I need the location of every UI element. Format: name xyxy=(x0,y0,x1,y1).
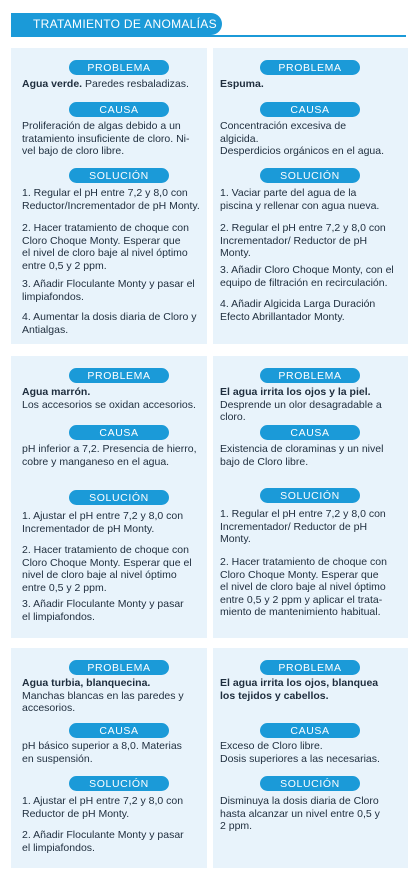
solution-step: 2. Añadir Floculante Monty y pasar el limpiafondos. xyxy=(22,829,184,854)
cause-label: CAUSA xyxy=(69,723,169,738)
problem-text xyxy=(220,677,406,702)
problem-text xyxy=(22,386,207,411)
problem-text xyxy=(220,386,406,424)
solution-step: 2. Hacer tratamiento de choque con Cloro Choque Monty. Esperar que el nivel de cloro baje al nivel óptimo entre 0,5 y 2 ppm. xyxy=(22,222,189,272)
problem-title: El agua irrita los ojos y la piel. xyxy=(220,386,371,398)
solution-label: SOLUCIÓN xyxy=(69,168,169,183)
solution-step: 1. Regular el pH entre 7,2 y 8,0 con Incrementador/ Reductor de pH Monty. xyxy=(220,508,386,546)
solution-step: 2. Hacer tratamiento de choque con Cloro Choque Monty. Esperar que el nivel de cloro baje al nivel óptimo entre 0,5 y 2 ppm y aplicar el trata- miento de mantenimiento habitual. xyxy=(220,556,387,619)
problem-title: Espuma. xyxy=(220,78,264,90)
solution-label: SOLUCIÓN xyxy=(260,776,360,791)
problem-text xyxy=(22,677,207,715)
solution-step: 4. Añadir Algicida Larga Duración Efecto Abrillantador Monty. xyxy=(220,298,376,323)
cause-text: Exceso de Cloro libre. Dosis superiores a las necesarias. xyxy=(220,740,380,765)
cause-text: Existencia de cloraminas y un nivel bajo de Cloro libre. xyxy=(220,443,384,468)
cause-text: pH básico superior a 8,0. Materias en suspensión. xyxy=(22,740,182,765)
problem-label: PROBLEMA xyxy=(260,660,360,675)
problem-text xyxy=(22,78,207,91)
problem-title: Agua marrón. xyxy=(22,386,91,398)
problem-label: PROBLEMA xyxy=(260,60,360,75)
solution-label: SOLUCIÓN xyxy=(69,490,169,505)
problem-text xyxy=(220,78,406,91)
cause-label: CAUSA xyxy=(69,102,169,117)
solution-step: 4. Aumentar la dosis diaria de Cloro y Antialgas. xyxy=(22,311,197,336)
cause-text: Concentración excesiva de algicida. Desperdicios orgánicos en el agua. xyxy=(220,120,385,158)
problem-label: PROBLEMA xyxy=(69,660,169,675)
problem-detail: Los accesorios se oxidan accesorios. xyxy=(22,398,196,411)
cause-text: Proliferación de algas debido a un tratamiento insuficiente de cloro. Ni- vel bajo de cloro libre. xyxy=(22,120,190,158)
solution-label: SOLUCIÓN xyxy=(69,776,169,791)
solution-step: 1. Vaciar parte del agua de la piscina y rellenar con agua nueva. xyxy=(220,187,380,212)
cause-label: CAUSA xyxy=(260,102,360,117)
solution-step: 3. Añadir Cloro Choque Monty, con el equipo de filtración en recirculación. xyxy=(220,264,394,289)
solution-label: SOLUCIÓN xyxy=(260,168,360,183)
problem-label: PROBLEMA xyxy=(69,60,169,75)
solution-step: 1. Ajustar el pH entre 7,2 y 8,0 con Reductor de pH Monty. xyxy=(22,795,184,820)
problem-title: Agua turbia, blanquecina. xyxy=(22,677,151,689)
solution-label: SOLUCIÓN xyxy=(260,488,360,503)
problem-detail: Desprende un olor desagradable a cloro. xyxy=(220,398,382,424)
solution-step: 3. Añadir Floculante Monty y pasar el limpiafondos. xyxy=(22,598,184,623)
cause-label: CAUSA xyxy=(260,723,360,738)
problem-title: Agua verde. xyxy=(22,78,83,90)
cause-text: pH inferior a 7,2. Presencia de hierro, cobre y manganeso en el agua. xyxy=(22,443,197,468)
cause-label: CAUSA xyxy=(69,425,169,440)
solution-step: Disminuya la dosis diaria de Cloro hasta alcanzar un nivel entre 0,5 y 2 ppm. xyxy=(220,795,380,833)
problem-title: El agua irrita los ojos, blanquea los tejidos y cabellos. xyxy=(220,677,379,702)
section-title: TRATAMIENTO DE ANOMALÍAS xyxy=(11,13,222,35)
problem-label: PROBLEMA xyxy=(69,368,169,383)
section-title-rule xyxy=(11,35,406,37)
cause-label: CAUSA xyxy=(260,425,360,440)
solution-step: 1. Ajustar el pH entre 7,2 y 8,0 con Incrementador de pH Monty. xyxy=(22,510,184,535)
problem-detail: Manchas blancas en las paredes y accesorios. xyxy=(22,689,184,715)
solution-step: 1. Regular el pH entre 7,2 y 8,0 con Reductor/Incrementador de pH Monty. xyxy=(22,187,200,212)
solution-step: 2. Hacer tratamiento de choque con Cloro Choque Monty. Esperar que el nivel de cloro baje al nivel óptimo entre 0,5 y 2 ppm. xyxy=(22,544,192,594)
solution-step: 3. Añadir Floculante Monty y pasar el limpiafondos. xyxy=(22,278,195,303)
problem-detail: Paredes resbaladizas. xyxy=(82,78,189,90)
problem-label: PROBLEMA xyxy=(260,368,360,383)
solution-step: 2. Regular el pH entre 7,2 y 8,0 con Incrementador/ Reductor de pH Monty. xyxy=(220,222,386,260)
